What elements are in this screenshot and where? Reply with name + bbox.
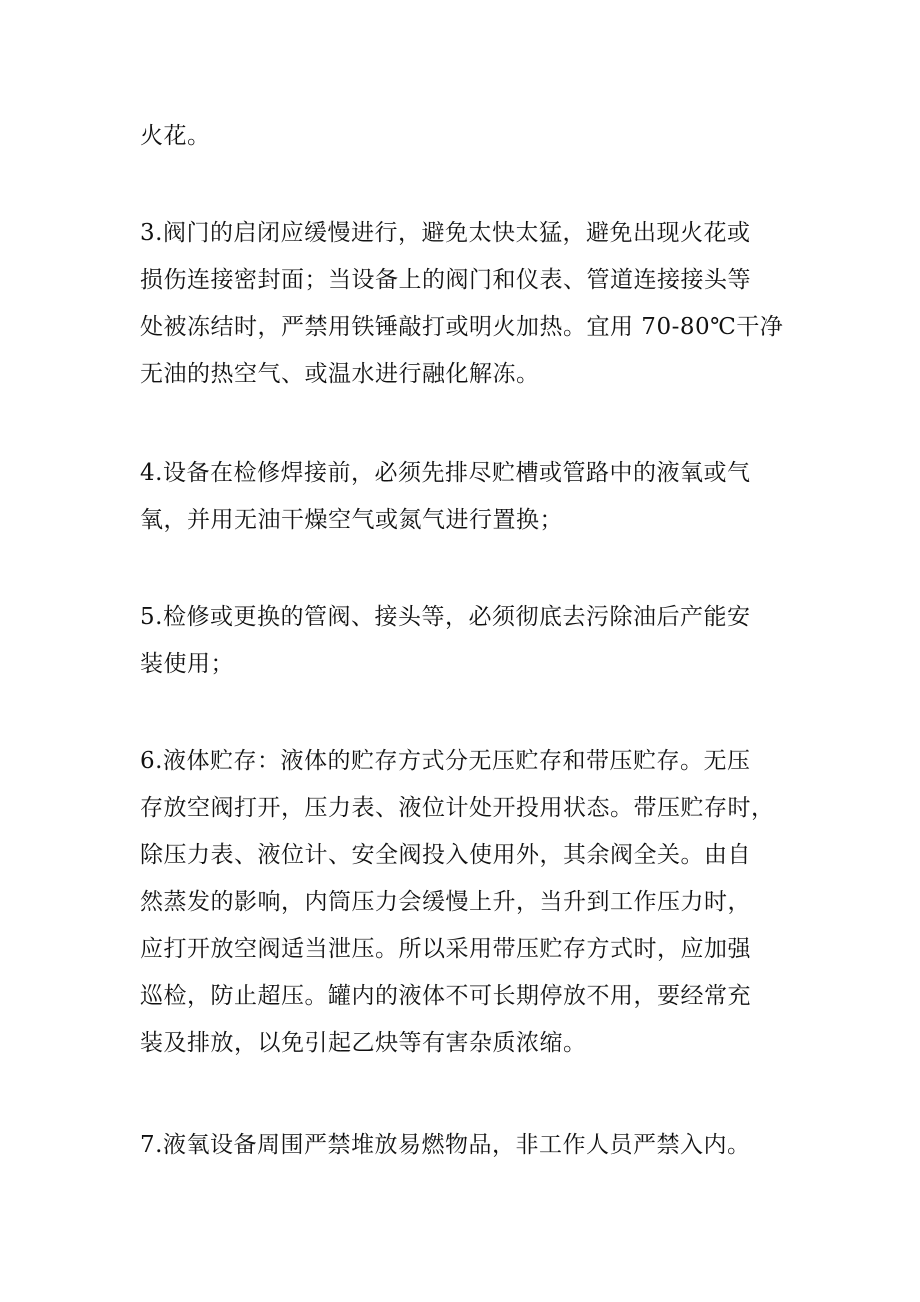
text-line: 除压力表、液位计、安全阀投入使用外，其余阀全关。由自 [140, 842, 751, 868]
text-line: 火花。 [140, 123, 211, 149]
paragraph-item-5 [140, 594, 800, 688]
paragraph-item-3 [140, 210, 800, 398]
text-line: 4.设备在检修焊接前，必须先排尽贮槽或管路中的液氧或气 [140, 460, 751, 486]
text-line: 应打开放空阀适当泄压。所以采用带压贮存方式时，应加强 [140, 936, 751, 962]
paragraph-item-6 [140, 738, 800, 1067]
text-line: 装使用； [140, 651, 234, 677]
text-line: 损伤连接密封面；当设备上的阀门和仪表、管道连接接头等 [140, 267, 751, 293]
text-line: 无油的热空气、或温水进行融化解冻。 [140, 361, 540, 387]
text-line: 3.阀门的启闭应缓慢进行，避免太快太猛，避免出现火花或 [140, 220, 751, 246]
text-line: 装及排放，以免引起乙炔等有害杂质浓缩。 [140, 1030, 587, 1056]
text-line: 6.液体贮存：液体的贮存方式分无压贮存和带压贮存。无压 [140, 748, 751, 774]
paragraph-item-7 [140, 1122, 800, 1169]
paragraph-item-4 [140, 450, 800, 544]
paragraph-continuation [140, 113, 800, 160]
text-line: 然蒸发的影响，内筒压力会缓慢上升，当升到工作压力时， [140, 889, 751, 915]
text-line: 5.检修或更换的管阀、接头等，必须彻底去污除油后产能安 [140, 604, 751, 630]
text-line: 7.液氧设备周围严禁堆放易燃物品，非工作人员严禁入内。 [140, 1132, 751, 1158]
text-line: 处被冻结时，严禁用铁锤敲打或明火加热。宜用 70-80℃干净 [140, 314, 784, 340]
text-line: 氧，并用无油干燥空气或氮气进行置换； [140, 507, 563, 533]
text-line: 存放空阀打开，压力表、液位计处开投用状态。带压贮存时， [140, 795, 775, 821]
text-line: 巡检，防止超压。罐内的液体不可长期停放不用，要经常充 [140, 983, 751, 1009]
